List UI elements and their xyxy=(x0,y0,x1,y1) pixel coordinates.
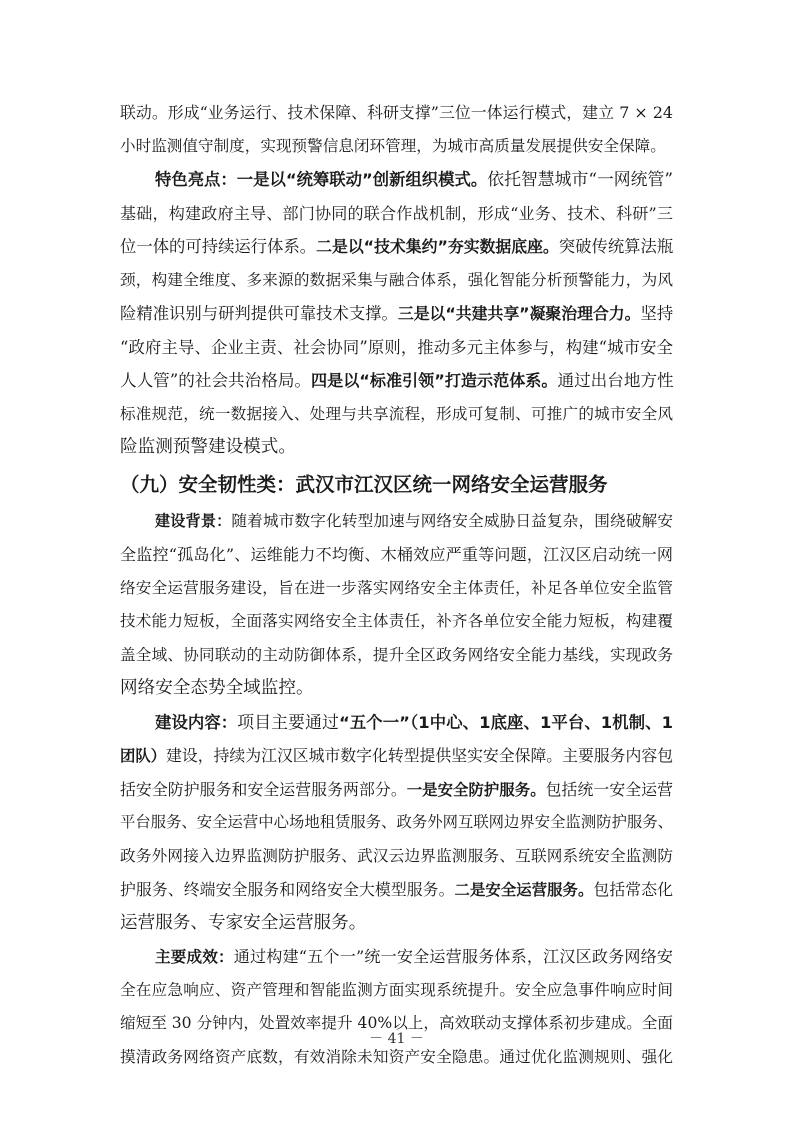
text-span: 依托智慧城市“一网统管” xyxy=(487,169,673,189)
text-line xyxy=(120,364,673,398)
body-text xyxy=(120,96,673,1074)
text-span: 险精准识别与研判提供可靠技术支撑。 xyxy=(120,304,398,323)
text-line: 基础，构建政府主导、部门协同的联合作战机制，形成“业务、技术、科研”三 xyxy=(120,203,673,223)
text-span: 坚持 xyxy=(640,304,674,323)
section-label-background: 建设背景： xyxy=(155,511,232,530)
text-line: 运营服务、专家安全运营服务。 xyxy=(120,912,367,933)
text-line: 全监控“孤岛化”、运维能力不均衡、木桶效应严重等问题，江汉区启动统一网 xyxy=(120,545,673,564)
text-line: 技术能力短板，全面落实网络安全主体责任，补齐各单位安全能力短板，构建覆 xyxy=(120,612,673,630)
text-line: 政务外网接入边界监测防护服务、武汉云边界监测服务、互联网系统安全监测防 xyxy=(120,846,673,865)
text-line xyxy=(120,873,673,907)
text-span: 位一体的可持续运行体系。 xyxy=(120,237,317,256)
text-line xyxy=(120,230,673,264)
bold-phrase: 三是以“共建共享”凝聚治理合力。 xyxy=(397,304,641,323)
page-number: － 41 － xyxy=(369,1031,424,1047)
text-span: 随着城市数字化转型加速与网络安全威胁日益复杂，围绕破解安 xyxy=(231,511,673,530)
text-line: 标准规范，统一数据接入、处理与共享流程，形成可复制、可推广的城市安全风 xyxy=(120,404,673,423)
text-line: “政府主导、企业主责、社会协同”原则，推动多元主体参与，构建“城市安全 xyxy=(120,337,673,357)
text-line: 盖全域、协同联动的主动防御体系，提升全区政务网络安全能力基线，实现政务 xyxy=(120,645,673,664)
section-label-content: 建设内容： xyxy=(155,712,238,732)
text-line xyxy=(120,505,673,539)
text-line: 险监测预警建设模式。 xyxy=(120,437,296,457)
text-span: 护服务、终端安全服务和网络安全大模型服务。 xyxy=(120,880,455,899)
text-line: 络安全运营服务建设，旨在进一步落实网络安全主体责任，补足各单位安全监管 xyxy=(120,578,673,597)
text-line: 小时监测值守制度，实现预警信息闭环管理，为城市高质量发展提供安全保障。 xyxy=(120,136,666,155)
text-span: 括安全防护服务和安全运营服务两部分。 xyxy=(120,779,407,799)
text-line xyxy=(120,163,673,197)
text-line: 缩短至 30 分钟内，处置效率提升 40%以上，高效联动支撑体系初步建成。全面 xyxy=(120,1014,673,1032)
bold-phrase: 一是安全防护服务。 xyxy=(406,780,546,799)
section-heading: （九）安全韧性类：武汉市江汉区统一网络安全运营服务 xyxy=(120,472,608,496)
text-span: 包括统一安全运营 xyxy=(545,779,673,799)
text-line xyxy=(120,773,673,807)
text-line xyxy=(120,706,673,740)
text-line xyxy=(120,297,673,331)
bold-phrase: 二是安全运营服务。 xyxy=(454,881,594,899)
text-line: 摸清政务网络资产底数，有效消除未知资产安全隐患。通过优化监测规则、强化 xyxy=(120,1047,673,1066)
text-span: 人人管”的社会共治格局。 xyxy=(120,371,312,390)
text-line xyxy=(120,940,673,974)
bold-phrase: 团队） xyxy=(120,747,167,765)
text-line: 全在应急响应、资产管理和智能监测方面实现系统提升。安全应急事件响应时间 xyxy=(120,980,673,999)
text-span: 包括常态化 xyxy=(593,880,673,899)
text-line: 平台服务、安全运营中心场地租赁服务、政务外网互联网边界安全监测防护服务、 xyxy=(120,813,673,831)
text-line: 颈，构建全维度、多来源的数据采集与融合体系，强化智能分析预警能力，为风 xyxy=(120,270,673,289)
section-label-results: 主要成效： xyxy=(155,948,234,966)
bold-phrase: “五个一”（1中心、1底座、1平台、1机制、1 xyxy=(338,712,673,732)
text-span: 通过构建“五个一”统一安全运营服务体系，江汉区政务网络安 xyxy=(233,947,673,966)
bold-phrase: 二是以“技术集约”夯实数据底座。 xyxy=(316,237,559,256)
text-line xyxy=(120,739,673,773)
text-span: 建设，持续为江汉区城市数字化转型提供坚实安全保障。主要服务内容包 xyxy=(166,746,674,765)
text-line: 联动。形成“业务运行、技术保障、科研支撑”三位一体运行模式，建立 7 × 24 xyxy=(120,103,673,122)
text-span: 突破传统算法瓶 xyxy=(558,237,674,256)
text-span: 项目主要通过 xyxy=(237,711,339,732)
text-span: 通过出台地方性 xyxy=(557,371,674,390)
bold-phrase: 四是以“标准引领”打造示范体系。 xyxy=(311,371,558,390)
text-line: 网络安全态势全域监控。 xyxy=(120,678,314,698)
bold-phrase: 一是以“统筹联动”创新组织模式。 xyxy=(236,170,488,189)
section-label-highlights: 特色亮点： xyxy=(155,170,237,189)
